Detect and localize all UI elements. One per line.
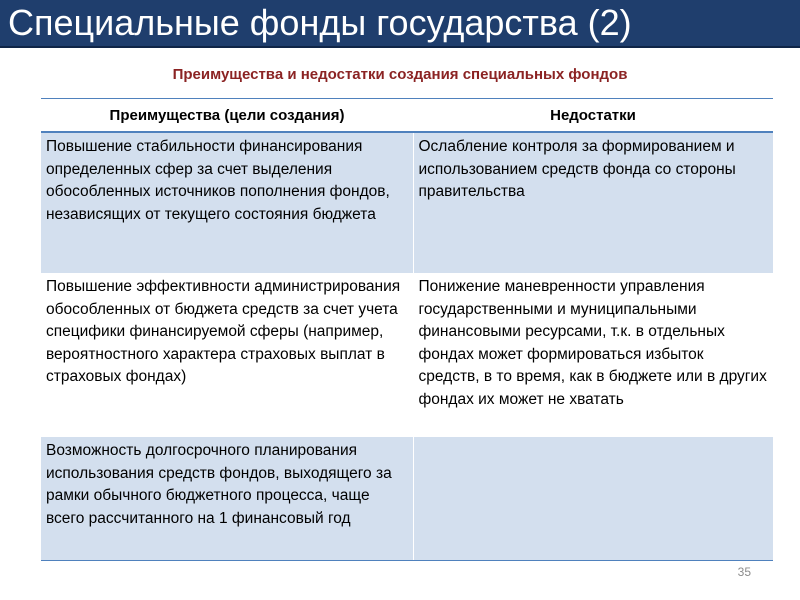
page-number: 35 <box>737 565 751 579</box>
comparison-table-container <box>41 98 773 561</box>
disadvantage-cell: Ослабление контроля за формированием и использованием средств фонда со стороны правительства <box>413 132 773 273</box>
slide-subtitle: Преимущества и недостатки создания специальных фондов <box>172 66 628 83</box>
table-row <box>41 273 773 437</box>
advantage-cell: Возможность долгосрочного планирования использования средств фондов, выходящего за рамки обычного бюджетного процесса, чаще всего рассчитанного на 1 финансовый год <box>41 437 413 560</box>
advantage-cell: Повышение эффективности администрирования обособленных от бюджета средств за счет учета специфики финансируемой сферы (например, вероятностного характера страховых выплат в страховых фондах) <box>41 273 413 437</box>
table-row <box>41 132 773 273</box>
disadvantage-cell: Понижение маневренности управления государственными и муниципальными финансовыми ресурсами, т.к. в отдельных фондах может формироваться избыток средств, в то время, как в бюджете или в других фондах их может не хватать <box>413 273 773 437</box>
disadvantage-cell <box>413 437 773 560</box>
table-row <box>41 437 773 560</box>
comparison-table <box>41 98 773 561</box>
header-disadvantages: Недостатки <box>413 99 773 133</box>
slide-title: Специальные фонды государства (2) <box>8 2 632 43</box>
header-advantages: Преимущества (цели создания) <box>41 99 413 133</box>
title-bar <box>0 0 800 48</box>
advantage-cell: Повышение стабильности финансирования определенных сфер за счет выделения обособленных источников пополнения фондов, независящих от текущего состояния бюджета <box>41 132 413 273</box>
table-header-row <box>41 99 773 133</box>
